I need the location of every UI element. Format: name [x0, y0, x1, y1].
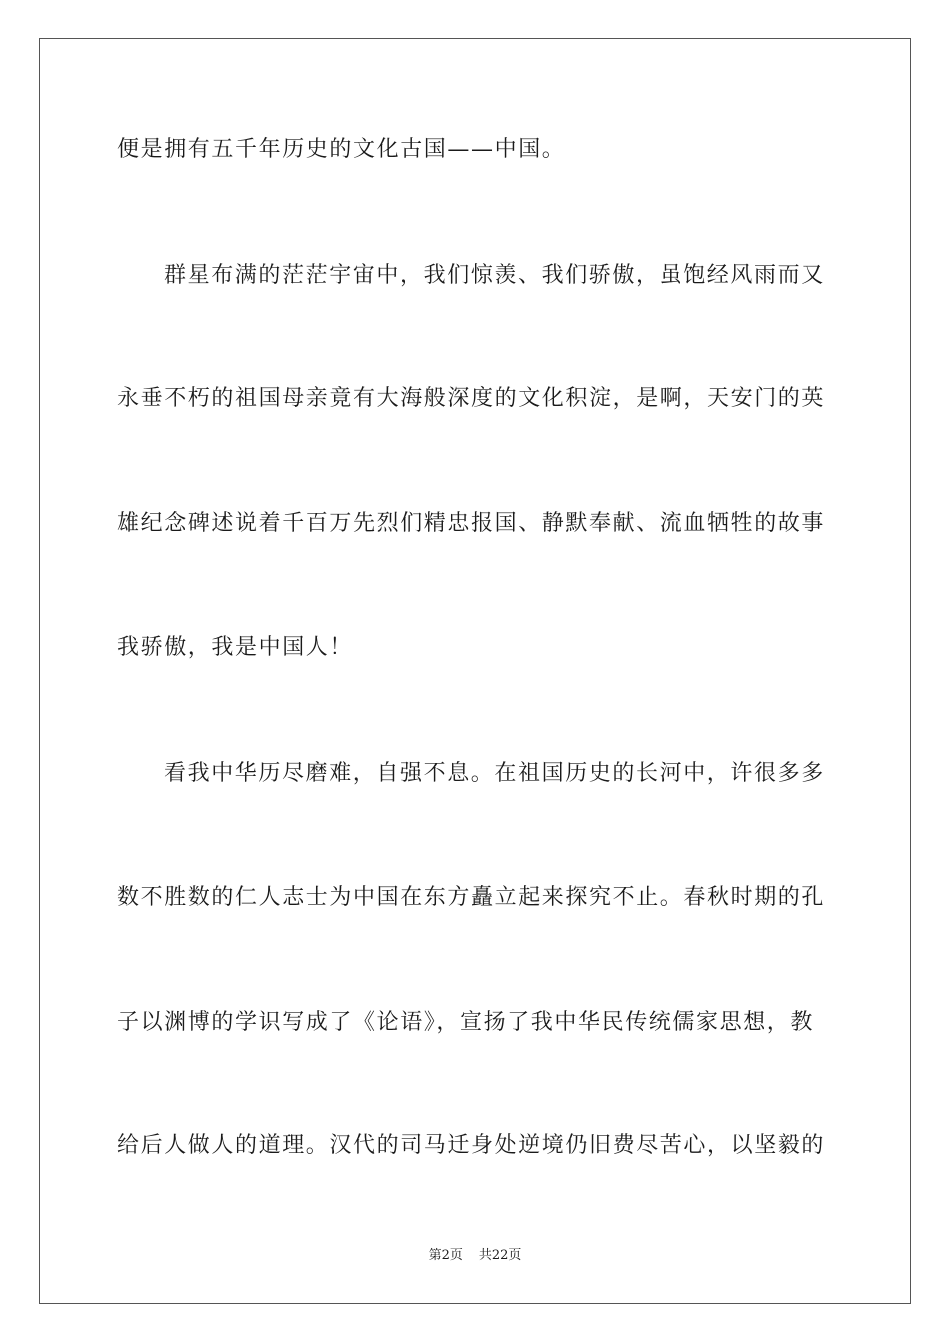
page-footer — [0, 1247, 950, 1265]
text-line: 数不胜数的仁人志士为中国在东方矗立起来探究不止。春秋时期的孔 — [117, 885, 826, 910]
total-pages: 共22页 — [478, 1248, 522, 1263]
text-line: 给后人做人的道理。汉代的司马迁身处逆境仍旧费尽苦心，以坚毅的 — [117, 1133, 826, 1158]
text-line: 便是拥有五千年历史的文化古国——中国。 — [117, 137, 566, 162]
text-line: 我骄傲，我是中国人！ — [117, 635, 354, 660]
page-border — [39, 38, 911, 1304]
page-number: 第2页 — [428, 1248, 463, 1263]
text-line: 子以渊博的学识写成了《论语》，宣扬了我中华民传统儒家思想，教 — [117, 1010, 815, 1035]
paragraph-first-line: 群星布满的茫茫宇宙中，我们惊羡、我们骄傲，虽饱经风雨而又 — [164, 263, 825, 288]
paragraph-first-line: 看我中华历尽磨难，自强不息。在祖国历史的长河中，许很多多 — [164, 761, 825, 786]
text-line: 雄纪念碑述说着千百万先烈们精忠报国、静默奉献、流血牺牲的故事 — [117, 511, 826, 536]
text-line: 永垂不朽的祖国母亲竟有大海般深度的文化积淀，是啊，天安门的英 — [117, 386, 826, 411]
